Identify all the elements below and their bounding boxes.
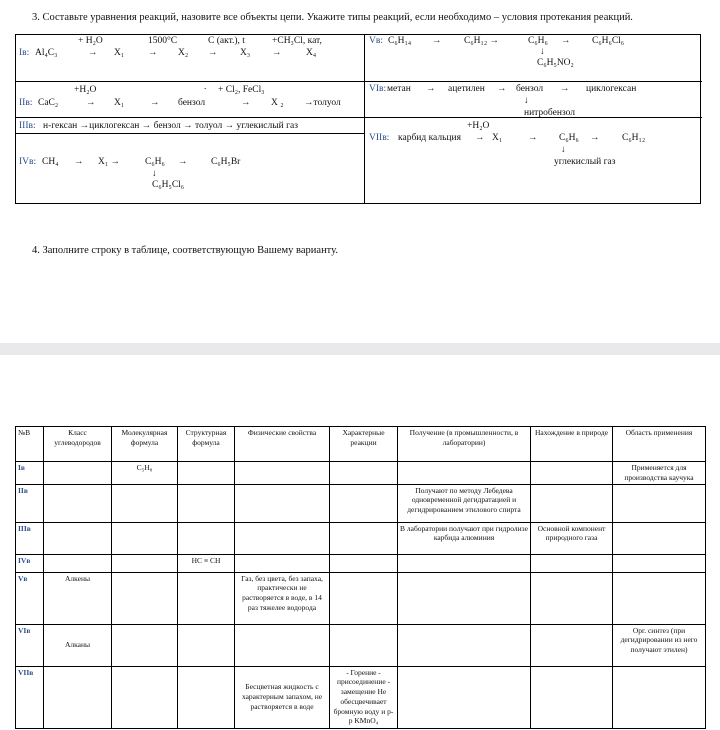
table-cell[interactable]	[178, 522, 235, 554]
table-cell[interactable]	[531, 462, 613, 485]
table-cell[interactable]: Алканы	[44, 624, 112, 666]
v2-x2: X ₂	[271, 98, 284, 108]
table-cell[interactable]	[112, 554, 178, 572]
task3-row-divider	[364, 81, 702, 82]
arrow: →	[272, 48, 282, 58]
down-arrow: ↓	[561, 145, 566, 155]
v6-d: циклогексан	[586, 84, 637, 94]
table-cell[interactable]	[235, 522, 330, 554]
table-cell[interactable]	[112, 522, 178, 554]
table-cell[interactable]: HC ≡ CH	[178, 554, 235, 572]
v1-x4: X₄	[306, 48, 317, 58]
table-cell[interactable]	[531, 666, 613, 728]
v1-cond3: C (акт.), t	[208, 36, 245, 46]
table-cell[interactable]	[112, 484, 178, 522]
table-cell[interactable]: Бесцветная жидкость с характерным запахом, не растворяется в воде	[235, 666, 330, 728]
v2-cond1: +H₂O	[74, 85, 97, 95]
arrow: →	[528, 133, 538, 143]
v3-label: IIIв:	[19, 121, 36, 131]
table-cell[interactable]: - Горение - присоединение - замещение Не обесцвечивает бромную воду и р-р KMnO₄	[330, 666, 398, 728]
v7-text: карбид кальция	[398, 133, 461, 143]
variant-table	[15, 426, 706, 729]
page-separator	[0, 343, 720, 355]
arrow: →	[241, 98, 251, 108]
v6-c: бензол	[516, 84, 544, 94]
table-header-cell: Нахождение в природе	[531, 427, 613, 462]
v6-e: нитробензол	[524, 108, 576, 118]
table-cell[interactable]	[531, 554, 613, 572]
task3-title: 3. Составьте уравнения реакций, назовите все объекты цепи. Укажите типы реакций, если необходимо – условия протекания реакций.	[32, 12, 633, 23]
v5-c: C₆H₆	[528, 36, 548, 46]
v5-e: C₆H₅NO₂	[537, 58, 574, 68]
table-header-cell: Физические свойства	[235, 427, 330, 462]
arrow: →	[432, 36, 442, 46]
task3-row-divider	[16, 81, 364, 82]
v5-d: C₆H₆Cl₆	[592, 36, 625, 46]
table-header-cell: Молекулярная формула	[112, 427, 178, 462]
arrow: →	[150, 98, 160, 108]
table-row	[16, 462, 706, 485]
v5-b: C₆H₁₂ →	[464, 36, 500, 46]
table-cell[interactable]	[531, 484, 613, 522]
table-cell[interactable]	[44, 666, 112, 728]
task3-table	[15, 34, 701, 204]
v1-label: Iв:	[19, 48, 30, 58]
table-cell[interactable]	[330, 572, 398, 624]
variant-cell: VIIв	[16, 666, 44, 728]
v4-x1: X₁ →	[98, 157, 121, 167]
v4-branch: C₆H₅Cl₆	[152, 180, 185, 190]
table-cell[interactable]	[613, 484, 706, 522]
variant-cell: IIIв	[16, 522, 44, 554]
v2-cond3: + Cl₂, FeCl₃	[218, 85, 265, 95]
table-cell[interactable]: C₅H₈	[112, 462, 178, 485]
v5-a: C₆H₁₄	[388, 36, 412, 46]
table-cell[interactable]	[398, 624, 531, 666]
table-cell[interactable]	[613, 572, 706, 624]
v7-cond: +H₂O	[467, 121, 490, 131]
v1-cond2: 1500°C	[148, 36, 178, 46]
table-cell[interactable]	[613, 554, 706, 572]
table-cell[interactable]	[531, 572, 613, 624]
variant-cell: Vв	[16, 572, 44, 624]
v3-chain: н-гексан →циклогексан → бензол → толуол → углекислый газ	[43, 121, 298, 131]
task3-col-divider	[364, 35, 365, 203]
table-cell[interactable]	[178, 572, 235, 624]
arrow: →	[475, 133, 485, 143]
table-row	[16, 624, 706, 666]
v4-start: CH₄	[42, 157, 59, 167]
table-cell[interactable]: Алкены	[44, 572, 112, 624]
down-arrow: ↓	[540, 47, 545, 57]
arrow: →	[590, 133, 600, 143]
v1-x1: X₁	[114, 48, 125, 58]
arrow: →	[208, 48, 218, 58]
table-header-cell: Область применения	[613, 427, 706, 462]
v1-x2: X₂	[178, 48, 189, 58]
arrow: →	[426, 84, 436, 94]
down-arrow: ↓	[524, 96, 529, 106]
arrow: →	[560, 84, 570, 94]
arrow: →	[74, 157, 84, 167]
table-row	[16, 572, 706, 624]
arrow: →	[561, 36, 571, 46]
table-header-row	[16, 427, 706, 462]
v2-end: →толуол	[304, 98, 341, 108]
table-header-cell: Класс углеводородов	[44, 427, 112, 462]
table-cell[interactable]	[398, 572, 531, 624]
table-cell[interactable]	[44, 554, 112, 572]
task4-title: 4. Заполните строку в таблице, соответствующую Вашему варианту.	[32, 245, 338, 256]
table-cell[interactable]: Применяется для производства каучука	[613, 462, 706, 485]
table-cell[interactable]	[235, 554, 330, 572]
table-cell[interactable]	[531, 624, 613, 666]
v1-cond1: + H₂O	[78, 36, 103, 46]
arrow: →	[178, 157, 188, 167]
table-cell[interactable]	[330, 484, 398, 522]
table-cell[interactable]: Орг. синтез (при дегидрировании из него получают этилен)	[613, 624, 706, 666]
v1-x3: X₃	[240, 48, 251, 58]
table-cell[interactable]	[178, 484, 235, 522]
table-cell[interactable]	[330, 554, 398, 572]
table-row	[16, 522, 706, 554]
table-cell[interactable]: Газ, без цвета, без запаха, практически не растворяется в воде, в 14 раз тяжелее водорода	[235, 572, 330, 624]
v5-label: Vв:	[369, 36, 383, 46]
v7-e: углекислый газ	[554, 157, 616, 167]
v6-a: метан	[387, 84, 411, 94]
v7-c: C₆H₆	[559, 133, 579, 143]
v7-label: VIIв:	[369, 133, 390, 143]
arrow: →	[88, 48, 98, 58]
table-header-cell: №В	[16, 427, 44, 462]
v2-x1: X₁	[114, 98, 125, 108]
table-cell[interactable]	[398, 462, 531, 485]
v1-cond4: +CH₃Cl, кат,	[272, 36, 322, 46]
v7-x1: X₁	[492, 133, 503, 143]
table-cell[interactable]	[112, 666, 178, 728]
v2-mid: бензол	[178, 98, 206, 108]
table-cell[interactable]	[330, 462, 398, 485]
down-arrow: ↓	[152, 169, 157, 179]
table-row	[16, 554, 706, 572]
table-cell[interactable]	[613, 666, 706, 728]
v6-label: VIв:	[369, 84, 387, 94]
table-cell[interactable]	[235, 484, 330, 522]
task3-row-divider	[16, 117, 364, 118]
variant-cell: VIв	[16, 624, 44, 666]
arrow: →	[86, 98, 96, 108]
v2-start: CaC₂	[38, 98, 59, 108]
table-cell[interactable]	[44, 462, 112, 485]
v7-d: C₆H₁₂	[622, 133, 646, 143]
table-cell[interactable]	[398, 666, 531, 728]
v4-label: IVв:	[19, 157, 37, 167]
variant-cell: IVв	[16, 554, 44, 572]
v2-label: IIв:	[19, 98, 33, 108]
table-cell[interactable]: В лаборатории получают при гидролизе карбида алюминия	[398, 522, 531, 554]
table-cell[interactable]	[112, 624, 178, 666]
variant-cell: IIв	[16, 484, 44, 522]
table-row	[16, 666, 706, 728]
table-cell[interactable]	[178, 624, 235, 666]
table-cell[interactable]	[235, 462, 330, 485]
v1-start: Al₄C₃	[35, 48, 58, 58]
table-cell[interactable]	[112, 572, 178, 624]
table-cell[interactable]: Основной компонент природного газа	[531, 522, 613, 554]
arrow: →	[148, 48, 158, 58]
v4-end: C₆H₅Br	[211, 157, 241, 167]
arrow: →	[497, 84, 507, 94]
table-row	[16, 484, 706, 522]
table-header-cell: Характерные реакции	[330, 427, 398, 462]
task3-row-divider	[16, 133, 364, 134]
table-cell[interactable]	[44, 522, 112, 554]
table-cell[interactable]: Получают по методу Лебедева одновременной дегидратацией и дегидрированием этилового спирта	[398, 484, 531, 522]
variant-cell: Iв	[16, 462, 44, 485]
v4-benzene: C₆H₆	[145, 157, 165, 167]
table-cell[interactable]	[398, 554, 531, 572]
table-cell[interactable]	[44, 484, 112, 522]
table-cell[interactable]	[178, 666, 235, 728]
table-cell[interactable]	[330, 624, 398, 666]
table-cell[interactable]	[235, 624, 330, 666]
table-cell[interactable]	[613, 522, 706, 554]
v2-cond2: .	[204, 82, 207, 92]
table-cell[interactable]	[178, 462, 235, 485]
table-header-cell: Получение (в промышленности, в лаборатории)	[398, 427, 531, 462]
v6-b: ацетилен	[448, 84, 485, 94]
table-header-cell: Структурная формула	[178, 427, 235, 462]
table-cell[interactable]	[330, 522, 398, 554]
